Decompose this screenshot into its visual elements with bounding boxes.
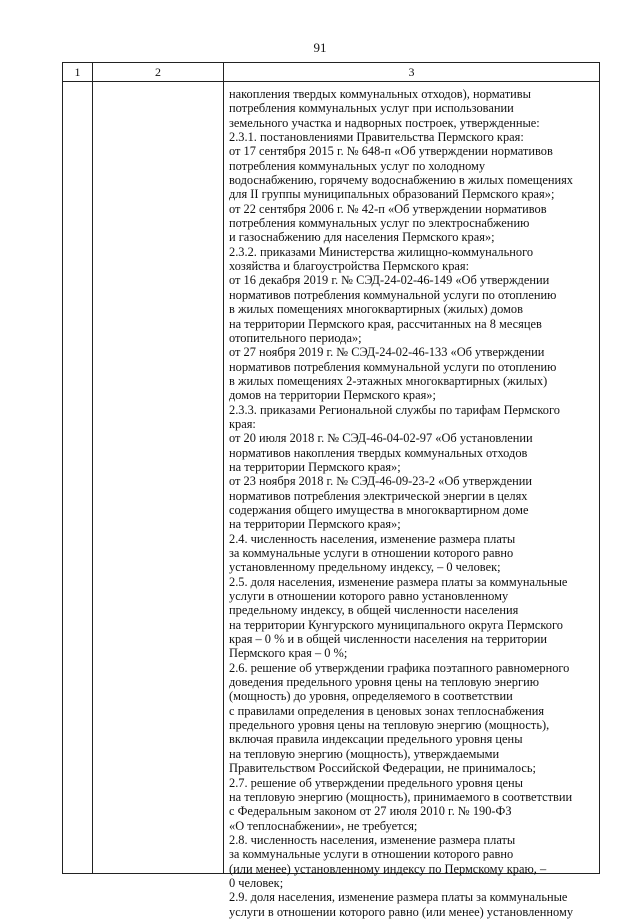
text-line: нормативов потребления коммунальной услуги по отоплению	[229, 287, 557, 302]
text-line: на территории Кунгурского муниципального округа Пермского	[229, 617, 563, 632]
page-number: 91	[313, 40, 327, 55]
text-line: «О теплоснабжении», не требуется;	[229, 818, 418, 833]
text-line: 2.9. доля населения, изменение размера платы за коммунальные	[229, 890, 568, 905]
column-1-header: 1	[74, 65, 81, 79]
text-line: потребления коммунальных услуг по электроснабжению	[229, 216, 530, 231]
text-line: в жилых помещениях 2-этажных многоквартирных (жилых)	[229, 373, 548, 388]
text-line: на территории Пермского края»;	[229, 517, 401, 532]
text-line: хозяйства и благоустройства Пермского края:	[229, 259, 470, 274]
column-divider-2	[223, 63, 224, 873]
text-line: 0 человек;	[229, 875, 284, 890]
text-line: предельному индексу, в общей численности населения	[229, 603, 519, 618]
text-line: Пермского края – 0 %;	[229, 646, 348, 661]
document-table	[62, 62, 600, 919]
text-line: земельного участка и надворных построек, утвержденные:	[229, 115, 540, 130]
text-line: нормативов потребления коммунальной услуги по отоплению	[229, 359, 557, 374]
text-line: на тепловую энергию (мощность), утверждаемыми	[229, 746, 500, 761]
text-line: на территории Пермского края»;	[229, 459, 401, 474]
text-line: отопительного периода»;	[229, 330, 362, 345]
text-line: домов на территории Пермского края»;	[229, 388, 436, 403]
text-line: от 16 декабря 2019 г. № СЭД-24-02-46-149 «Об утверждении	[229, 273, 550, 288]
text-line: потребления коммунальных услуг по холодному	[229, 158, 486, 173]
text-line: накопления твердых коммунальных отходов), нормативы	[229, 87, 531, 101]
text-line: 2.7. решение об утверждении предельного уровня цены	[229, 775, 523, 790]
text-line: установленному предельному индексу, – 0 человек;	[229, 560, 501, 575]
text-line: от 22 сентября 2006 г. № 42-п «Об утверждении нормативов	[229, 201, 547, 216]
text-line: услуги в отношении которого равно установленному	[229, 589, 509, 604]
text-line: включая правила индексации предельного уровня цены	[229, 732, 523, 747]
text-line: предельного уровня цены на тепловую энергию (мощность),	[229, 718, 550, 733]
text-line: услуги в отношении которого равно (или менее) установленному	[229, 904, 574, 919]
text-line: доведения предельного уровня цены на тепловую энергию	[229, 675, 539, 690]
text-line: края:	[229, 416, 256, 431]
text-line: 2.8. численность населения, изменение размера платы	[229, 832, 516, 847]
text-line: на территории Пермского края, рассчитанных на 8 месяцев	[229, 316, 542, 331]
column-divider-1	[92, 63, 93, 873]
text-line: от 23 ноября 2018 г. № СЭД-46-09-23-2 «Об утверждении	[229, 474, 533, 489]
text-line: (или менее) установленному индексу по Пермскому краю, –	[229, 861, 547, 876]
text-line: края – 0 % и в общей численности населения на территории	[229, 632, 548, 647]
text-line: потребления коммунальных услуг при использовании	[229, 101, 514, 116]
text-line: за коммунальные услуги в отношении которого равно	[229, 546, 514, 560]
text-line: и газоснабжению для населения Пермского края»;	[229, 230, 495, 245]
text-line: 2.6. решение об утверждении графика поэтапного равномерного	[229, 660, 570, 675]
text-line: от 20 июля 2018 г. № СЭД-46-04-02-97 «Об установлении	[229, 431, 533, 446]
column-3-header: 3	[408, 65, 415, 79]
column-2-header: 2	[155, 65, 161, 79]
text-line: Правительством Российской Федерации, не принималось;	[229, 761, 536, 776]
text-line: 2.4. численность населения, изменение размера платы	[229, 531, 516, 546]
text-line: нормативов накопления твердых коммунальных отходов	[229, 445, 528, 460]
text-line: 2.5. доля населения, изменение размера платы за коммунальные	[229, 574, 568, 589]
text-line: содержания общего имущества в многоквартирном доме	[229, 502, 529, 517]
text-line: с правилами определения в ценовых зонах теплоснабжения	[229, 703, 545, 718]
text-line: за коммунальные услуги в отношении которого равно	[229, 847, 514, 862]
text-line: 2.3.2. приказами Министерства жилищно-коммунального	[229, 244, 534, 259]
table-header-row	[63, 63, 599, 82]
text-line: (мощность) до уровня, определяемого в соответствии	[229, 689, 513, 704]
text-line: водоснабжению, горячему водоснабжению в жилых помещениях	[229, 173, 573, 188]
text-line: для II группы муниципальных образований Пермского края»;	[229, 187, 555, 202]
text-line: 2.3.1. постановлениями Правительства Пермского края:	[229, 130, 524, 145]
text-line: от 27 ноября 2019 г. № СЭД-24-02-46-133 «Об утверждении	[229, 345, 545, 360]
text-line: с Федеральным законом от 27 июля 2010 г. № 190-ФЗ	[229, 804, 512, 819]
column-3-text	[229, 87, 595, 919]
text-line: нормативов потребления электрической энергии в целях	[229, 488, 528, 503]
text-line: 2.3.3. приказами Региональной службы по тарифам Пермского	[229, 402, 560, 417]
text-line: на тепловую энергию (мощность), принимаемого в соответствии	[229, 789, 573, 804]
text-line: от 17 сентября 2015 г. № 648-п «Об утверждении нормативов	[229, 144, 553, 159]
text-line: в жилых помещениях многоквартирных (жилых) домов	[229, 302, 523, 317]
